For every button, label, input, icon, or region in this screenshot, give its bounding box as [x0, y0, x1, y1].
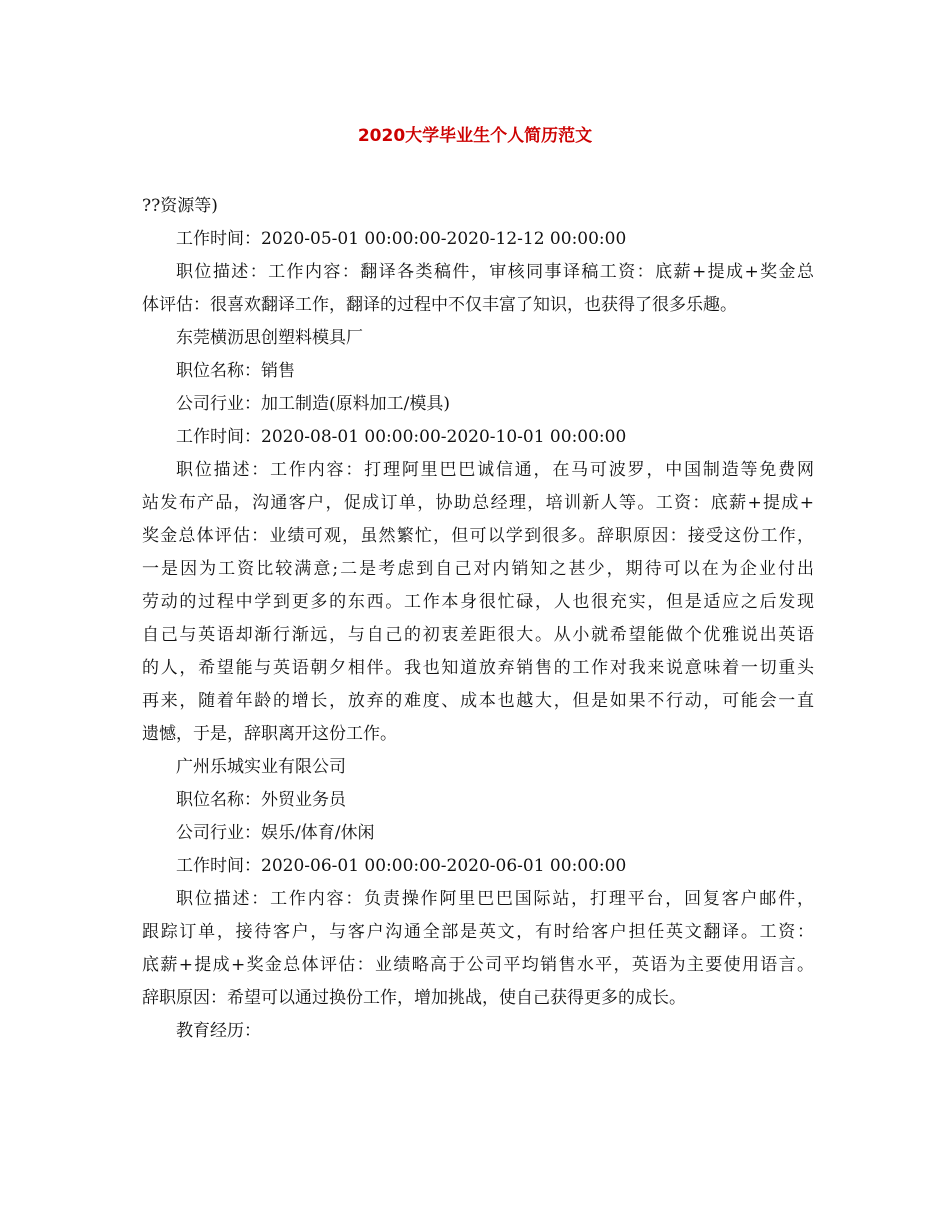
text-line: 职位描述：工作内容：负责操作阿里巴巴国际站，打理平台，回复客户邮件， [176, 889, 814, 909]
text-line: ??资源等) [142, 196, 218, 216]
text-line: 跟踪订单，接待客户，与客户沟通全部是英文，有时给客户担任英文翻译。工资： [142, 922, 814, 942]
text-line: 一是因为工资比较满意;二是考虑到自己对内销知之甚少，期待可以在为企业付出 [142, 559, 814, 579]
text-line: 劳动的过程中学到更多的东西。工作本身很忙碌，人也很充实，但是适应之后发现 [142, 592, 814, 612]
text-line: 工作时间：2020-08-01 00:00:00-2020-10-01 00:00:00 [176, 427, 627, 447]
text-line: 广州乐城实业有限公司 [176, 757, 346, 777]
text-line: 辞职原因：希望可以通过换份工作，增加挑战，使自己获得更多的成长。 [142, 988, 686, 1008]
text-line: 职位描述：工作内容：翻译各类稿件，审核同事译稿工资：底薪+提成+奖金总 [176, 262, 814, 282]
text-line: 遗憾，于是，辞职离开这份工作。 [142, 724, 397, 744]
text-line: 工作时间：2020-05-01 00:00:00-2020-12-12 00:00:00 [176, 229, 627, 249]
document-body [142, 190, 814, 1048]
text-line: 自己与英语却渐行渐远，与自己的初衷差距很大。从小就希望能做个优雅说出英语 [142, 625, 814, 645]
text-line: 公司行业：娱乐/体育/休闲 [176, 823, 375, 843]
text-line: 职位名称：销售 [176, 361, 295, 381]
text-line: 职位名称：外贸业务员 [176, 790, 346, 810]
text-line: 工作时间：2020-06-01 00:00:00-2020-06-01 00:00:00 [176, 856, 627, 876]
text-line: 站发布产品，沟通客户，促成订单，协助总经理，培训新人等。工资：底薪+提成+ [142, 493, 814, 513]
text-line: 公司行业：加工制造(原料加工/模具) [176, 394, 450, 414]
text-line: 底薪+提成+奖金总体评估：业绩略高于公司平均销售水平，英语为主要使用语言。 [142, 955, 814, 975]
text-line: 职位描述：工作内容：打理阿里巴巴诚信通，在马可波罗，中国制造等免费网 [176, 460, 814, 480]
text-line: 奖金总体评估：业绩可观，虽然繁忙，但可以学到很多。辞职原因：接受这份工作， [142, 526, 814, 546]
text-line: 的人，希望能与英语朝夕相伴。我也知道放弃销售的工作对我来说意味着一切重头 [142, 658, 814, 678]
text-line: 体评估：很喜欢翻译工作，翻译的过程中不仅丰富了知识，也获得了很多乐趣。 [142, 295, 737, 315]
text-line: 东莞横沥思创塑料模具厂 [176, 328, 363, 348]
document-title: 2020大学毕业生个人简历范文 [357, 126, 593, 146]
text-line: 教育经历： [176, 1021, 261, 1041]
text-line: 再来，随着年龄的增长，放弃的难度、成本也越大，但是如果不行动，可能会一直 [142, 691, 814, 711]
